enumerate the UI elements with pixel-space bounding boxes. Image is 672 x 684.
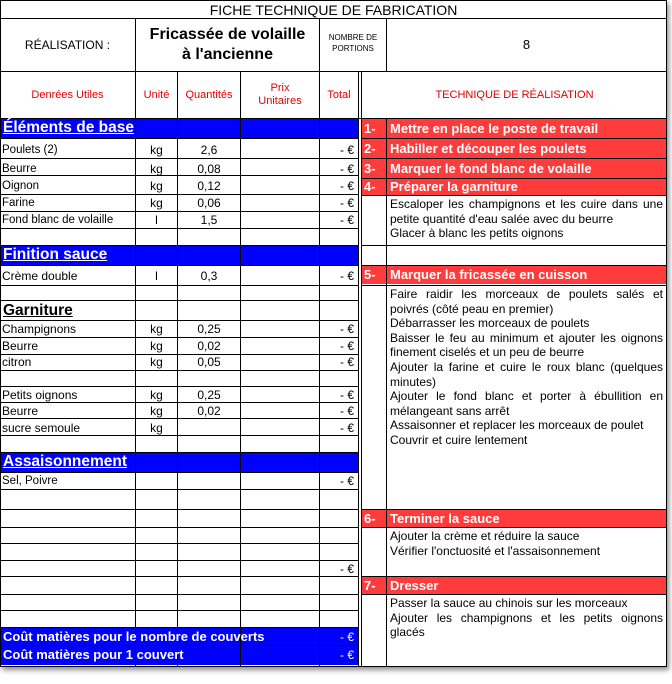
step-title: Dresser	[390, 578, 439, 593]
ingredient-unit: l	[155, 213, 158, 227]
ingredient-total: - €	[339, 179, 354, 193]
step-number: 6-	[364, 511, 376, 526]
ingredient-total: - €	[339, 421, 354, 435]
step-title: Habiller et découper les poulets	[390, 141, 587, 156]
ingredient-name: Beurre	[2, 339, 39, 353]
ingredient-name: Petits oignons	[2, 388, 78, 402]
instruction-line: Ajouter la crème et réduire la sauce	[390, 529, 580, 543]
ingredient-name: Fond blanc de volaille	[2, 214, 114, 226]
ingredient-unit: kg	[150, 355, 163, 369]
ingredient-unit: kg	[150, 179, 163, 193]
ingredient-quantity: 1,5	[200, 213, 218, 227]
ingredient-total: - €	[339, 339, 354, 353]
ingredient-total: - €	[339, 162, 354, 176]
instruction-line: Couvrir et cuire lentement	[390, 432, 528, 447]
step-number: 7-	[364, 578, 376, 593]
ingredient-name: Poulets (2)	[2, 144, 58, 156]
ingredient-name: Farine	[2, 197, 35, 209]
col-technique-header: TECHNIQUE DE RÉALISATION	[435, 89, 594, 101]
instruction-line: Ajouter la farine et cuire le roux blanc (quelques minutes)	[390, 359, 663, 389]
instruction-line: Vérifier l'onctuosité et l'assaisonnement	[390, 543, 601, 558]
ingredient-quantity: 0,05	[197, 355, 221, 369]
ingredient-quantity: 0,08	[197, 162, 221, 176]
col-prix-header-line1: Prix	[270, 82, 290, 94]
ingredient-unit: l	[155, 269, 158, 283]
portions-label-line2: PORTIONS	[332, 44, 374, 53]
ingredient-total: - €	[339, 196, 354, 210]
ingredient-name: Crème double	[2, 269, 78, 283]
ingredient-quantity: 0,02	[197, 339, 221, 353]
recipe-title-line2: à l'ancienne	[182, 46, 273, 63]
step-instructions	[390, 529, 663, 558]
ingredient-unit: kg	[150, 421, 163, 435]
ingredient-quantity: 0,25	[197, 322, 221, 336]
ingredient-unit: kg	[150, 339, 163, 353]
realisation-label: RÉALISATION :	[24, 38, 111, 52]
footer-cout-un-label: Coût matières pour 1 couvert	[3, 647, 184, 662]
footer-cout-un-value: - €	[339, 648, 354, 662]
col-prix-header-line2: Unitaires	[258, 95, 302, 107]
ingredient-unit: kg	[150, 388, 163, 402]
step-number: 5-	[364, 267, 376, 282]
ingredient-name: Sel, Poivre	[2, 475, 58, 487]
ingredient-total: - €	[339, 143, 354, 157]
instruction-line: Faire raidir les morceaux de poulets salés et poivrés (côté peau en premier)	[390, 287, 663, 316]
ingredient-total: - €	[339, 322, 354, 336]
step-title: Marquer le fond blanc de volaille	[390, 161, 592, 176]
ingredient-unit: kg	[150, 143, 163, 157]
step-title: Mettre en place le poste de travail	[390, 121, 599, 136]
step-instructions	[390, 596, 663, 640]
ingredient-unit: kg	[150, 322, 163, 336]
step-title: Marquer la fricassée en cuisson	[390, 267, 588, 282]
ingredient-name: Oignon	[2, 180, 40, 192]
instruction-line: Baisser le feu au minimum et ajouter les oignons finement ciselés et un peu de beurre	[390, 330, 663, 360]
ingredient-total: - €	[339, 474, 354, 488]
instruction-line: Glacer à blanc les petits oignons	[390, 226, 564, 241]
ingredient-name: sucre semoule	[2, 421, 81, 435]
step-instructions	[390, 287, 663, 448]
extra-total-cell: - €	[339, 562, 354, 576]
portions-label-line1: NOMBRE DE	[328, 33, 378, 42]
ingredient-name: Beurre	[2, 404, 39, 418]
recipe-title-line1: Fricassée de volaille	[149, 26, 306, 43]
ingredient-total: - €	[339, 388, 354, 402]
col-quantites-header: Quantités	[185, 89, 233, 101]
instruction-line: Passer la sauce au chinois sur les morceaux	[390, 596, 628, 610]
ingredient-total: - €	[339, 269, 354, 283]
ingredient-name: citron	[2, 355, 32, 369]
ingredient-name: Champignons	[2, 322, 77, 336]
ingredient-quantity: 0,3	[200, 269, 218, 283]
step-number: 1-	[364, 121, 376, 136]
step-title: Terminer la sauce	[390, 511, 500, 526]
step-title: Préparer la garniture	[390, 179, 518, 194]
instruction-line: Ajouter le fond blanc et porter à ébullition en mélangeant sans arrêt	[390, 389, 663, 418]
footer-cout-couverts-label: Coût matières pour le nombre de couverts	[3, 629, 265, 644]
ingredient-quantity: 0,12	[197, 179, 221, 193]
ingredient-total: - €	[339, 213, 354, 227]
col-denrees-header: Denrées Utiles	[31, 89, 104, 101]
section-finition-title: Finition sauce	[3, 246, 108, 263]
section-base-title: Éléments de base	[3, 119, 134, 136]
ingredient-total: - €	[339, 355, 354, 369]
ingredient-total: - €	[339, 404, 354, 418]
instruction-line: Assaisonner et replacer les morceaux de poulet	[390, 418, 644, 433]
col-unite-header: Unité	[143, 89, 170, 101]
instruction-line: Ajouter les champignons et les petits oignons glacés	[390, 610, 663, 640]
section-assaisonnement-title: Assaisonnement	[3, 453, 128, 470]
footer-cout-couverts-value: - €	[339, 630, 354, 644]
ingredient-name: Beurre	[2, 163, 37, 175]
fiche-title: FICHE TECHNIQUE DE FABRICATION	[209, 2, 458, 18]
section-garniture-title: Garniture	[3, 302, 73, 319]
instruction-line: Escaloper les champignons et les cuire dans une petite quantité d'eau salée avec du beurre	[390, 197, 663, 226]
ingredient-quantity: 2,6	[200, 143, 218, 157]
step-number: 2-	[364, 141, 376, 156]
step-instructions	[390, 197, 663, 241]
ingredient-quantity: 0,02	[197, 404, 221, 418]
ingredient-quantity: 0,25	[197, 388, 221, 402]
ingredient-unit: kg	[150, 196, 163, 210]
ingredient-quantity: 0,06	[197, 196, 221, 210]
instruction-line: Débarrasser les morceaux de poulets	[390, 316, 590, 331]
step-number: 4-	[364, 179, 376, 194]
step-number: 3-	[364, 161, 376, 176]
ingredient-unit: kg	[150, 404, 163, 418]
col-total-header: Total	[327, 89, 351, 101]
ingredient-unit: kg	[150, 162, 163, 176]
portions-value: 8	[522, 37, 531, 52]
